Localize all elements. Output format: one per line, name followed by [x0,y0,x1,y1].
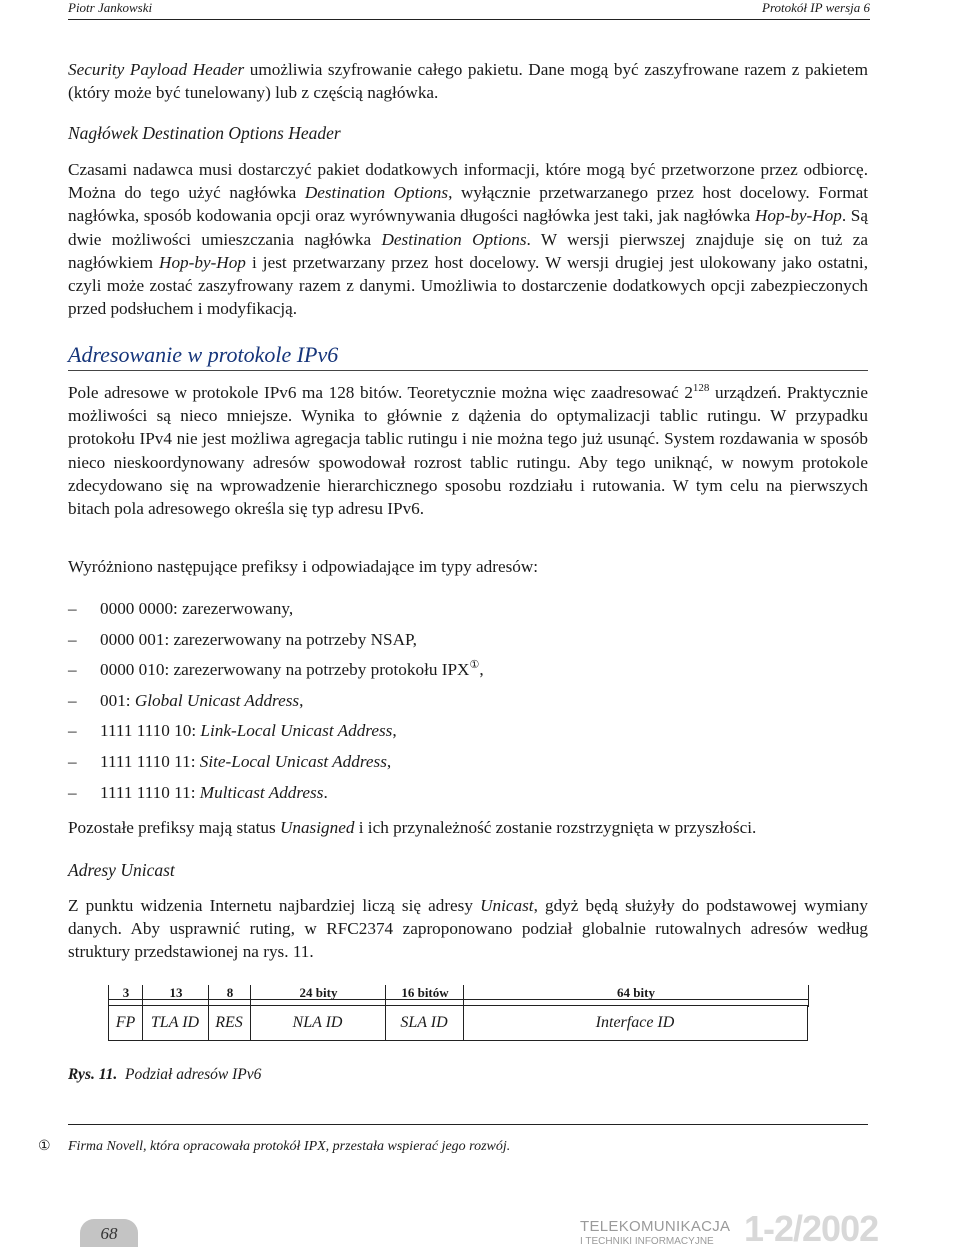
heading-rule [68,370,868,371]
issue-number: 1-2/2002 [744,1208,879,1249]
addressing-heading: Adresowanie w protokole IPv6 [68,342,339,367]
prefix-type: zarezerwowany, [182,599,294,618]
dest-t2: Hop-by-Hop [754,206,842,226]
unicast-heading: Adresy Unicast [68,860,175,880]
list-item [68,594,868,625]
prefix-code: 1111 1110 11: [100,782,200,802]
intro-term: Security Payload Header [68,60,245,79]
field-nla: NLA ID [250,1006,386,1040]
fields-row [108,1005,808,1041]
prefix-type: Multicast Address [199,782,324,802]
dest-p1: Czasami nadawca musi dostarczyć pakiet dodatkowych informacji, które mogą być przetworzone przez odbiorcę. Można do tego użyć nagłówka [68,160,868,203]
bits-interface: 64 bity [463,985,809,1007]
dest-p3: . Są dwie możliwości umieszczania nagłówka [68,206,868,249]
prefix-code: 0000 010: [100,660,174,680]
journal-name-line2: I TECHNIKI INFORMACYJNE [580,1236,714,1247]
prefix-list [68,594,868,808]
unicast-paragraph [68,894,868,964]
unassigned-a: Pozostałe prefiksy mają status [68,818,280,837]
prefix-code: 0000 001: [100,629,174,649]
bit-widths-rule [108,999,808,1000]
footnote-rule [68,1124,868,1125]
prefix-type: zarezerwowany na potrzeby NSAP, [173,629,417,649]
journal-name-line1: TELEKOMUNIKACJA [580,1218,731,1235]
list-item: – 001: Global Unicast Address, [68,686,868,717]
addr-exponent: 128 [692,382,710,394]
unassigned-b: i ich przynależność zostanie rozstrzygnięta w przyszłości. [354,818,757,837]
field-tla: TLA ID [142,1006,209,1040]
bit-widths-row [108,985,808,999]
bits-fp: 3 [108,985,143,1007]
unassigned-paragraph [68,816,868,839]
header-title: Protokół IP wersja 6 [762,0,870,15]
caption-text: Podział adresów IPv6 [125,1066,262,1083]
prefix-intro-text: Wyróżniono następujące prefiksy i odpowiadające im typy adresów: [68,557,539,576]
prefix-type: Link-Local Unicast Address [200,721,393,741]
dest-options-heading: Nagłówek Destination Options Header [68,123,341,143]
field-fp: FP [109,1006,143,1040]
footnote [38,1138,510,1155]
bits-sla: 16 bitów [385,985,464,1007]
list-item: – 0000 010: zarezerwowany na potrzeby protokołu IPX①, [68,655,868,686]
list-dash: – [68,629,77,649]
bits-res: 8 [208,985,251,1007]
intro-text: umożliwia szyfrowanie całego pakietu. Dane mogą być zaszyfrowane razem z pakietem (który może być tunelowany) lub z częścią nagłówka. [68,60,868,103]
list-dash: – [68,690,77,710]
dest-p5: i jest przetwarzany przez host docelowy. W wersji drugiej jest ulokowany jako ostatni, czyli może zostać zaszyfrowany razem z danymi. Umożliwia to dostarczenie dodatkowych opcji zabezpieczonych przed podsłuchem i modyfikacją. [68,252,868,319]
bits-tla: 13 [142,985,209,1007]
prefix-type: Site-Local Unicast Address [199,751,387,771]
unicast-b: , gdyż będą służyły do podstawowej wymiany danych. Aby usprawnić ruting, w RFC2374 zaproponowano podział globalnie rutowalnych adresów według struktury przedstawionej na rys. 11. [68,896,868,962]
list-dash: – [68,721,77,741]
dest-t3: Destination Options [381,229,527,249]
prefix-code: 001: [100,690,135,710]
intro-paragraph [68,58,868,104]
prefix-type: Global Unicast Address [134,690,300,710]
address-structure-figure [108,985,808,1047]
bits-nla: 24 bity [250,985,386,1007]
unicast-term: Unicast [480,896,534,915]
dest-p2: , wyłącznie przetwarzanego przez host docelowy. Format nagłówka, sposób kodowania opcji oraz wyrównywania długości nagłówka jest taki, jak nagłówka [68,183,868,226]
list-dash: – [68,599,77,618]
dest-p4: . W wersji pierwszej znajduje się on tuż za nagłówkiem [68,229,868,272]
unassigned-term: Unasigned [279,818,355,837]
running-header [68,0,870,20]
dest-options-paragraph [68,158,868,320]
list-item: – 1111 1110 11: Site-Local Unicast Address, [68,747,868,778]
list-item [68,625,868,656]
field-res: RES [208,1006,251,1040]
list-dash: – [68,751,77,771]
page-number: 68 [80,1219,138,1247]
prefix-code: 1111 1110 11: [100,751,200,771]
addr-p1a: Pole adresowe w protokole IPv6 ma 128 bitów. Teoretycznie można więc zaadresować 2 [68,383,693,402]
figure-caption [68,1066,261,1084]
footnote-ref[interactable]: ① [469,659,480,672]
unicast-a: Z punktu widzenia Internetu najbardziej liczą się adresy [68,896,481,915]
footnote-text: Firma Novell, która opracowała protokół IPX, przestała wspierać jego rozwój. [68,1139,511,1154]
list-item: – 1111 1110 10: Link-Local Unicast Address, [68,716,868,747]
caption-number: Rys. 11. [68,1066,118,1083]
footnote-mark: ① [38,1139,51,1154]
addressing-paragraph [68,381,868,520]
prefix-intro [68,555,868,578]
prefix-code: 1111 1110 10: [100,721,201,741]
field-sla: SLA ID [385,1006,464,1040]
list-dash: – [68,782,77,802]
dest-t1: Destination Options [304,183,449,203]
header-author: Piotr Jankowski [68,0,153,15]
list-dash: – [68,660,77,680]
field-interface: Interface ID [595,1014,675,1031]
prefix-code: 0000 0000: [100,599,183,618]
list-item: – 1111 1110 11: Multicast Address. [68,778,868,809]
dest-t4: Hop-by-Hop [159,252,246,272]
addr-p1b: urządzeń. Praktycznie możliwości są nieco mniejsze. Wynika to głównie z dążenia do optymalizacji tablic rutingu. W przypadku protokołu IPv4 nie jest możliwa agregacja tablic rutingu i nie można tego już usunąć. System rozdawania w sposób nieco nieskoordynowany adresów spowodował rozrost tablic rutingu. Aby tego uniknąć, w nowym protokole zdecydowano się na wprowadzenie hierarchicznego sposobu rozdziału i rutowania. W tym celu na pierwszych bitach pola adresowego określa się typ adresu IPv6. [68,383,868,519]
prefix-type: zarezerwowany na potrzeby protokołu IPX [173,660,470,680]
